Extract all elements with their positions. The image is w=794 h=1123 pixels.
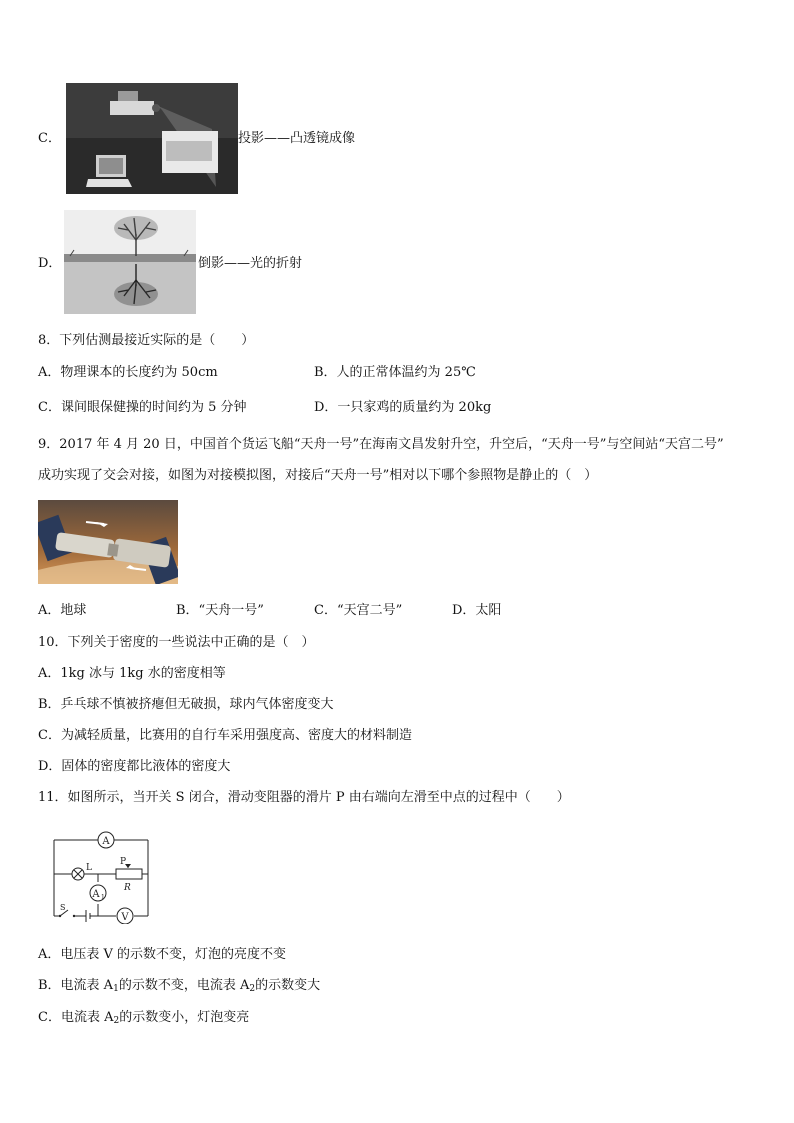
q8-option-b: B．人的正常体温约为 25℃ (314, 365, 476, 380)
q11-option-b-part3: 的示数变大 (255, 978, 321, 993)
q11-option-b-sub2: 2 (249, 984, 256, 994)
ammeter-a-label: A (102, 836, 110, 847)
q11-option-b-sub1: 1 (113, 984, 119, 994)
q10-option-b: B．乒乓球不慎被挤瘪但无破损，球内气体密度变大 (38, 697, 334, 712)
q9-option-a: A．地球 (38, 603, 87, 618)
voltmeter-label: V (121, 912, 129, 923)
q9-option-c: C．“天宫二号” (314, 603, 403, 618)
docking-illustration (38, 500, 178, 584)
q11-option-a: A．电压表 V 的示数不变，灯泡的亮度不变 (38, 947, 287, 962)
circuit-diagram (46, 820, 156, 924)
q7-option-c-label: C． (38, 131, 61, 146)
q7-option-d-caption: 倒影——光的折射 (198, 256, 303, 271)
slider-label: P (120, 857, 127, 867)
q8-stem: 8．下列估测最接近实际的是（ ） (38, 333, 255, 348)
q10-stem: 10．下列关于密度的一些说法中正确的是（ ） (38, 635, 315, 650)
q8-option-c: C．课间眼保健操的时间约为 5 分钟 (38, 400, 247, 415)
circuit-schematic (46, 820, 156, 924)
q10-option-c: C．为减轻质量，比赛用的自行车采用强度高、密度大的材料制造 (38, 728, 412, 743)
q7-option-c-caption: 投影——凸透镜成像 (238, 131, 356, 146)
q9-stem-line1: 9．2017 年 4 月 20 日，中国首个货运飞船“天舟一号”在海南文昌发射升空，升空后，“天舟一号”与空间站“天宫二号” (38, 437, 724, 452)
q9-option-b: B．“天舟一号” (176, 603, 264, 618)
lamp-label: L (86, 863, 92, 873)
switch-label: S (60, 903, 66, 912)
projector-photo (66, 83, 238, 194)
q11-option-c-part1: C．电流表 A (38, 1010, 114, 1025)
q9-stem-line2: 成功实现了交会对接，如图为对接模拟图，对接后“天舟一号”相对以下哪个参照物是静止的（ ） (38, 468, 598, 483)
q11-option-c-part2: 的示数变小，灯泡变亮 (119, 1010, 250, 1025)
q8-option-d: D．一只家鸡的质量约为 20kg (314, 400, 492, 415)
q11-option-b (38, 977, 320, 998)
projector-illustration (66, 83, 238, 194)
tree-reflection-illustration (64, 210, 196, 314)
q10-option-a: A．1kg 冰与 1kg 水的密度相等 (38, 666, 226, 681)
q9-option-d: D．太阳 (452, 603, 502, 618)
q11-option-b-part1: B．电流表 A (38, 978, 114, 993)
q8-option-a: A．物理课本的长度约为 50cm (38, 365, 218, 380)
q11-option-b-part2: 的示数不变，电流表 A (118, 978, 250, 993)
spacecraft-docking-photo (38, 500, 178, 584)
resistor-label: R (124, 883, 131, 893)
q7-option-d-label: D． (38, 256, 62, 271)
ammeter-a1-label: A (92, 889, 100, 900)
ammeter-a1-subscript: 1 (101, 894, 105, 901)
q11-option-c-sub: 2 (113, 1016, 120, 1026)
q11-stem: 11．如图所示，当开关 S 闭合，滑动变阻器的滑片 P 由右端向左滑至中点的过程中（ ） (38, 790, 570, 805)
q10-option-d: D．固体的密度都比液体的密度大 (38, 759, 231, 774)
tree-reflection-photo (64, 210, 196, 314)
q11-option-c (38, 1009, 249, 1030)
